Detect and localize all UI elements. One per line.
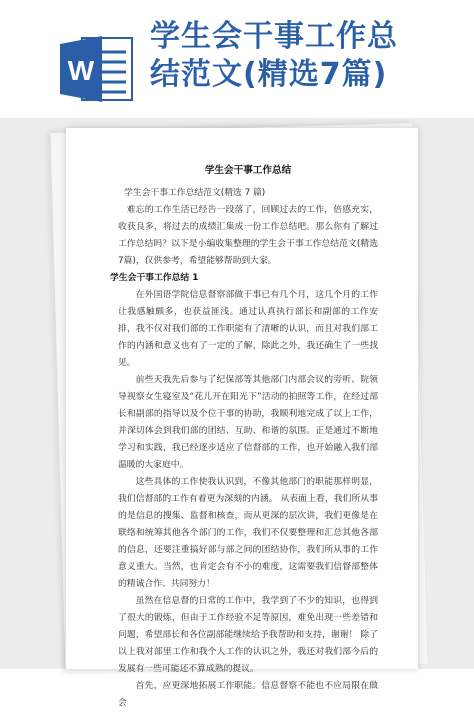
document-subtitle: 学生会干事工作总结范文(精选 7 篇)	[124, 188, 266, 198]
banner-title-line-2: 结范文(精选7篇)	[150, 57, 388, 92]
banner-title-line-1: 学生会干事工作总	[150, 19, 398, 54]
document-title: 学生会干事工作总结	[204, 165, 292, 176]
word-document-icon	[60, 36, 134, 102]
banner-title	[150, 18, 468, 94]
body-paragraph: 在外国语学院信息督察部做干事已有几个月，这几个月的工作让我感触颇多，也获益匪浅。通过认真执行部长和副部的工作安排，我不仅对我们部的工作职能有了清晰的认识，而且对我们部工作的内涵和意义也有了一定的了解，除此之外，我还确生了一些找见。	[118, 290, 378, 368]
body-paragraph: 首先，应更深地拓展工作职能。信息督察不能也不应局限在做会	[118, 681, 378, 708]
word-logo-letter: W	[67, 55, 95, 86]
banner	[0, 0, 474, 130]
document-body	[110, 162, 378, 712]
body-paragraph: 虽然在信息督的日常的工作中，我学到了不少的知识，也得到了很大的锻炼，但由于工作经验不足等原因，难免出现一些差错和问题，希望部长和各位副部能继续给予我帮助和支持，谢谢！ 除了以上我对部里工作和我个人工作的认识之外，我还对我们部今后的发展有一些可能还不算成熟的提议。	[118, 596, 378, 674]
intro-paragraph: 难忘的工作生活已经告一段落了，回顾过去的工作，倍感充实，收获良多，将过去的成绩汇集成一份工作总结吧。那么你有了解过工作总结吗？以下是小编收集整理的学生会干事工作总结范文(精选 7篇)，仅供参考，希望能够帮助到大家。	[118, 205, 378, 266]
body-paragraph: 这些具体的工作使我认识到，不像其他部门的职能那样明显，我们信督部的工作有着更为深刻的内涵。 从表面上看，我们所从事的是信息的搜集、监督和核查，而从更深的层次讲，我们更像是在联络和统筹其他各个部门的工作，我们不仅要整理和汇总其他各部的信息，还要注重搞好部与部之间的团结协作，我们所从事的工作意义重大。当然，也肯定会有不小的难度，这需要我们信督部整体的精诚合作、共同努力！	[118, 477, 378, 589]
document-page	[66, 128, 418, 708]
section-heading: 学生会干事工作总结 1	[110, 273, 199, 283]
body-paragraph: 前些天我先后参与了纪保部等其他部门内部会议的旁听、院领导视察女生寝室及“花儿开在阳光下”活动的拍照等工作，在经过部长和副部的指导以及个位干事的协助，我顺利地完成了以上工作，并深切体会到我们部的团结、互助、和谐的氛围。正是通过不断地学习和实践，我已经逐步适应了信督部的工作，也开始融入我们部温暖的大家庭中。	[118, 375, 378, 470]
